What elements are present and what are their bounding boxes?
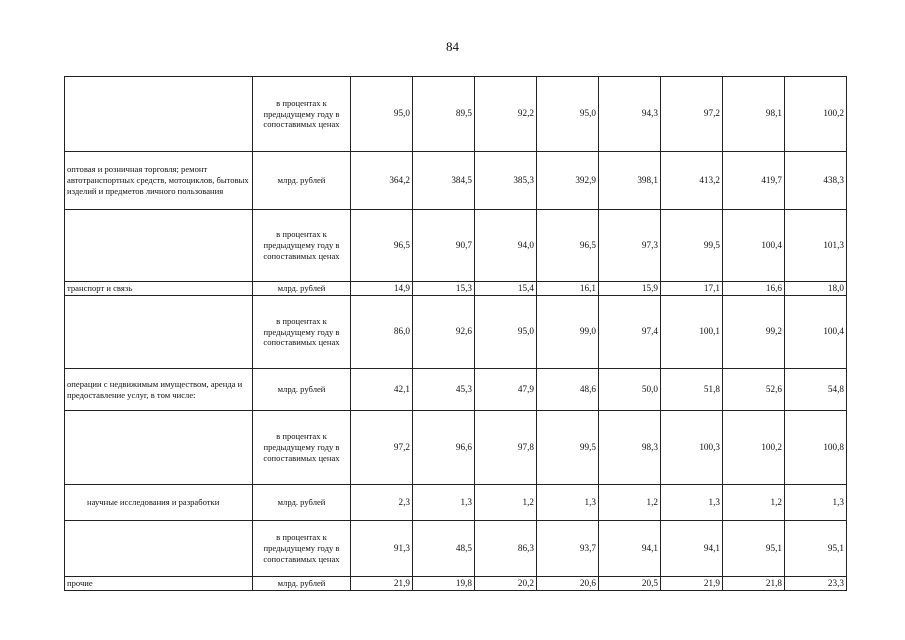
value-cell: 15,3 (413, 282, 475, 296)
unit-cell: млрд. рублей (253, 282, 351, 296)
value-cell: 90,7 (413, 210, 475, 282)
value-cell: 364,2 (351, 152, 413, 210)
sector-cell (65, 210, 253, 282)
value-cell: 100,1 (661, 296, 723, 369)
value-cell: 95,1 (785, 521, 847, 577)
sector-cell (65, 296, 253, 369)
unit-cell: в процентах к предыдущему году в сопоставимых ценах (253, 411, 351, 485)
value-cell: 2,3 (351, 485, 413, 521)
value-cell: 94,1 (661, 521, 723, 577)
value-cell: 89,5 (413, 77, 475, 152)
value-cell: 92,6 (413, 296, 475, 369)
value-cell: 48,6 (537, 369, 599, 411)
table-row (65, 369, 847, 411)
value-cell: 14,9 (351, 282, 413, 296)
value-cell: 438,3 (785, 152, 847, 210)
value-cell: 99,5 (537, 411, 599, 485)
value-cell: 51,8 (661, 369, 723, 411)
unit-cell: млрд. рублей (253, 577, 351, 591)
value-cell: 1,3 (537, 485, 599, 521)
value-cell: 23,3 (785, 577, 847, 591)
value-cell: 413,2 (661, 152, 723, 210)
value-cell: 1,2 (475, 485, 537, 521)
value-cell: 97,2 (351, 411, 413, 485)
value-cell: 1,3 (661, 485, 723, 521)
table-row (65, 152, 847, 210)
value-cell: 98,1 (723, 77, 785, 152)
table-row (65, 282, 847, 296)
value-cell: 100,8 (785, 411, 847, 485)
value-cell: 20,6 (537, 577, 599, 591)
sector-cell: научные исследования и разработки (65, 485, 253, 521)
value-cell: 96,5 (537, 210, 599, 282)
value-cell: 19,8 (413, 577, 475, 591)
sector-cell: прочие (65, 577, 253, 591)
value-cell: 398,1 (599, 152, 661, 210)
value-cell: 91,3 (351, 521, 413, 577)
value-cell: 94,0 (475, 210, 537, 282)
value-cell: 1,2 (599, 485, 661, 521)
value-cell: 1,3 (785, 485, 847, 521)
value-cell: 93,7 (537, 521, 599, 577)
value-cell: 16,6 (723, 282, 785, 296)
value-cell: 97,2 (661, 77, 723, 152)
table-row (65, 485, 847, 521)
table-row (65, 296, 847, 369)
value-cell: 99,5 (661, 210, 723, 282)
sector-cell (65, 521, 253, 577)
value-cell: 101,3 (785, 210, 847, 282)
value-cell: 94,3 (599, 77, 661, 152)
value-cell: 21,9 (661, 577, 723, 591)
value-cell: 97,8 (475, 411, 537, 485)
value-cell: 100,2 (785, 77, 847, 152)
value-cell: 17,1 (661, 282, 723, 296)
table-row (65, 411, 847, 485)
value-cell: 21,9 (351, 577, 413, 591)
page-number: 84 (446, 39, 459, 54)
value-cell: 47,9 (475, 369, 537, 411)
unit-cell: в процентах к предыдущему году в сопоставимых ценах (253, 77, 351, 152)
sector-cell: транспорт и связь (65, 282, 253, 296)
statistics-table (64, 76, 847, 591)
value-cell: 98,3 (599, 411, 661, 485)
value-cell: 1,2 (723, 485, 785, 521)
unit-cell: в процентах к предыдущему году в сопоставимых ценах (253, 296, 351, 369)
value-cell: 100,2 (723, 411, 785, 485)
table-row (65, 210, 847, 282)
value-cell: 96,6 (413, 411, 475, 485)
sector-cell: оптовая и розничная торговля; ремонт автотранспортных средств, мотоциклов, бытовых изделий и предметов личного пользования (65, 152, 253, 210)
value-cell: 392,9 (537, 152, 599, 210)
value-cell: 92,2 (475, 77, 537, 152)
value-cell: 384,5 (413, 152, 475, 210)
value-cell: 99,2 (723, 296, 785, 369)
value-cell: 97,3 (599, 210, 661, 282)
value-cell: 99,0 (537, 296, 599, 369)
value-cell: 48,5 (413, 521, 475, 577)
value-cell: 54,8 (785, 369, 847, 411)
value-cell: 16,1 (537, 282, 599, 296)
unit-cell: млрд. рублей (253, 152, 351, 210)
table-row (65, 577, 847, 591)
value-cell: 95,0 (351, 77, 413, 152)
table-row (65, 77, 847, 152)
unit-cell: в процентах к предыдущему году в сопоставимых ценах (253, 521, 351, 577)
unit-cell: млрд. рублей (253, 485, 351, 521)
value-cell: 419,7 (723, 152, 785, 210)
sector-cell (65, 411, 253, 485)
value-cell: 86,3 (475, 521, 537, 577)
table-row (65, 521, 847, 577)
value-cell: 18,0 (785, 282, 847, 296)
value-cell: 97,4 (599, 296, 661, 369)
value-cell: 94,1 (599, 521, 661, 577)
value-cell: 52,6 (723, 369, 785, 411)
unit-cell: в процентах к предыдущему году в сопоставимых ценах (253, 210, 351, 282)
value-cell: 100,4 (723, 210, 785, 282)
sector-cell: операции с недвижимым имуществом, аренда и предоставление услуг, в том числе: (65, 369, 253, 411)
value-cell: 95,0 (537, 77, 599, 152)
value-cell: 1,3 (413, 485, 475, 521)
value-cell: 95,0 (475, 296, 537, 369)
value-cell: 86,0 (351, 296, 413, 369)
value-cell: 100,3 (661, 411, 723, 485)
value-cell: 20,5 (599, 577, 661, 591)
value-cell: 96,5 (351, 210, 413, 282)
value-cell: 21,8 (723, 577, 785, 591)
value-cell: 95,1 (723, 521, 785, 577)
value-cell: 385,3 (475, 152, 537, 210)
sector-cell (65, 77, 253, 152)
value-cell: 45,3 (413, 369, 475, 411)
value-cell: 20,2 (475, 577, 537, 591)
value-cell: 100,4 (785, 296, 847, 369)
value-cell: 15,9 (599, 282, 661, 296)
value-cell: 42,1 (351, 369, 413, 411)
unit-cell: млрд. рублей (253, 369, 351, 411)
value-cell: 50,0 (599, 369, 661, 411)
value-cell: 15,4 (475, 282, 537, 296)
